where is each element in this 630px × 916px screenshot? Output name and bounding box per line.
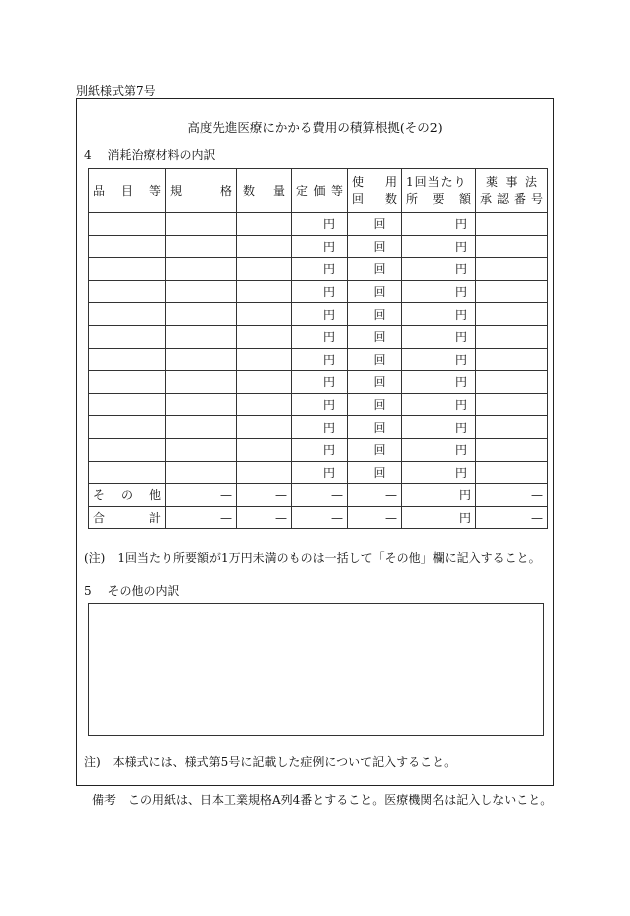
item-cell[interactable]	[89, 461, 166, 484]
table-row	[89, 258, 548, 281]
spec-cell[interactable]	[166, 371, 237, 394]
usage-cell[interactable]: 回	[348, 213, 402, 236]
price-cell[interactable]: 円	[292, 371, 348, 394]
header-usage-count: 使 用 回 数	[348, 169, 402, 213]
spec-cell[interactable]	[166, 325, 237, 348]
header-list-price: 定 価 等	[292, 169, 348, 213]
table-row	[89, 461, 548, 484]
section-4-number: 4	[84, 148, 92, 162]
usage-cell[interactable]: 回	[348, 348, 402, 371]
consumables-table	[88, 168, 548, 529]
table-row	[89, 325, 548, 348]
spec-cell[interactable]	[166, 393, 237, 416]
item-cell[interactable]	[89, 258, 166, 281]
cost-cell[interactable]: 円	[402, 258, 476, 281]
quantity-cell[interactable]	[237, 416, 292, 439]
price-cell[interactable]: 円	[292, 393, 348, 416]
total-spec-dash: —	[166, 506, 237, 529]
other-quantity-dash: —	[237, 484, 292, 507]
spec-cell[interactable]	[166, 348, 237, 371]
price-cell[interactable]: 円	[292, 438, 348, 461]
spec-cell[interactable]	[166, 461, 237, 484]
approval-cell[interactable]	[476, 393, 548, 416]
usage-cell[interactable]: 回	[348, 258, 402, 281]
header-per-use-cost: 1回当たり 所 要 額	[402, 169, 476, 213]
approval-cell[interactable]	[476, 416, 548, 439]
price-cell[interactable]: 円	[292, 280, 348, 303]
item-cell[interactable]	[89, 280, 166, 303]
quantity-cell[interactable]	[237, 213, 292, 236]
other-usage-dash: —	[348, 484, 402, 507]
approval-cell[interactable]	[476, 303, 548, 326]
section-5-title: その他の内訳	[107, 584, 180, 598]
quantity-cell[interactable]	[237, 303, 292, 326]
other-breakdown-box[interactable]	[88, 603, 544, 736]
header-spec: 規 格	[166, 169, 237, 213]
spec-cell[interactable]	[166, 213, 237, 236]
cost-cell[interactable]: 円	[402, 371, 476, 394]
item-cell[interactable]	[89, 303, 166, 326]
table-row	[89, 235, 548, 258]
cost-cell[interactable]: 円	[402, 280, 476, 303]
item-cell[interactable]	[89, 348, 166, 371]
item-cell[interactable]	[89, 438, 166, 461]
header-approval-number: 薬 事 法 承 認 番 号	[476, 169, 548, 213]
total-quantity-dash: —	[237, 506, 292, 529]
cost-cell[interactable]: 円	[402, 348, 476, 371]
cost-cell[interactable]: 円	[402, 213, 476, 236]
spec-cell[interactable]	[166, 438, 237, 461]
cost-cell[interactable]: 円	[402, 235, 476, 258]
section-4-title: 消耗治療材料の内訳	[107, 148, 216, 162]
price-cell[interactable]: 円	[292, 416, 348, 439]
item-cell[interactable]	[89, 416, 166, 439]
approval-cell[interactable]	[476, 371, 548, 394]
section-4-heading	[84, 146, 215, 163]
quantity-cell[interactable]	[237, 461, 292, 484]
cost-cell[interactable]: 円	[402, 303, 476, 326]
cost-cell[interactable]: 円	[402, 416, 476, 439]
approval-cell[interactable]	[476, 280, 548, 303]
header-quantity: 数 量	[237, 169, 292, 213]
approval-cell[interactable]	[476, 461, 548, 484]
other-cost-unit: 円	[402, 484, 476, 507]
usage-cell[interactable]: 回	[348, 371, 402, 394]
cost-cell[interactable]: 円	[402, 325, 476, 348]
table-row	[89, 416, 548, 439]
total-usage-dash: —	[348, 506, 402, 529]
table-row	[89, 371, 548, 394]
item-cell[interactable]	[89, 325, 166, 348]
spec-cell[interactable]	[166, 280, 237, 303]
table-row	[89, 303, 548, 326]
spec-cell[interactable]	[166, 416, 237, 439]
spec-cell[interactable]	[166, 303, 237, 326]
table-row	[89, 348, 548, 371]
total-cost-unit: 円	[402, 506, 476, 529]
usage-cell[interactable]: 回	[348, 438, 402, 461]
quantity-cell[interactable]	[237, 235, 292, 258]
usage-cell[interactable]: 回	[348, 235, 402, 258]
usage-cell[interactable]: 回	[348, 416, 402, 439]
approval-cell[interactable]	[476, 213, 548, 236]
price-cell[interactable]: 円	[292, 213, 348, 236]
price-cell[interactable]: 円	[292, 303, 348, 326]
price-cell[interactable]: 円	[292, 461, 348, 484]
usage-cell[interactable]: 回	[348, 393, 402, 416]
price-cell[interactable]: 円	[292, 348, 348, 371]
price-cell[interactable]: 円	[292, 325, 348, 348]
form-number-label: 別紙様式第7号	[76, 84, 156, 98]
cost-cell[interactable]: 円	[402, 393, 476, 416]
section-5-heading	[84, 582, 179, 599]
cost-cell[interactable]: 円	[402, 438, 476, 461]
usage-cell[interactable]: 回	[348, 325, 402, 348]
header-item: 品 目 等	[89, 169, 166, 213]
spec-cell[interactable]	[166, 258, 237, 281]
table-row	[89, 393, 548, 416]
total-row	[89, 506, 548, 529]
price-cell[interactable]: 円	[292, 235, 348, 258]
table-row	[89, 213, 548, 236]
page-title: 高度先進医療にかかる費用の積算根拠(その2)	[187, 120, 443, 135]
total-approval-dash: —	[476, 506, 548, 529]
approval-cell[interactable]	[476, 235, 548, 258]
approval-cell[interactable]	[476, 325, 548, 348]
total-price-dash: —	[292, 506, 348, 529]
section-5-number: 5	[84, 584, 92, 598]
item-cell[interactable]	[89, 393, 166, 416]
quantity-cell[interactable]	[237, 393, 292, 416]
item-cell[interactable]	[89, 371, 166, 394]
table-row	[89, 280, 548, 303]
other-label: そ の 他	[89, 484, 166, 507]
table-row	[89, 438, 548, 461]
other-spec-dash: —	[166, 484, 237, 507]
approval-cell[interactable]	[476, 258, 548, 281]
item-cell[interactable]	[89, 235, 166, 258]
spec-cell[interactable]	[166, 235, 237, 258]
note-1: (注) 1回当たり所要額が1万円未満のものは一括して「その他」欄に記入すること。	[84, 551, 541, 565]
quantity-cell[interactable]	[237, 258, 292, 281]
usage-cell[interactable]: 回	[348, 280, 402, 303]
usage-cell[interactable]: 回	[348, 303, 402, 326]
other-row	[89, 484, 548, 507]
quantity-cell[interactable]	[237, 438, 292, 461]
other-approval-dash: —	[476, 484, 548, 507]
price-cell[interactable]: 円	[292, 258, 348, 281]
quantity-cell[interactable]	[237, 325, 292, 348]
quantity-cell[interactable]	[237, 371, 292, 394]
other-price-dash: —	[292, 484, 348, 507]
approval-cell[interactable]	[476, 348, 548, 371]
remarks: 備考 この用紙は、日本工業規格A列4番とすること。医療機関名は記入しないこと。	[92, 793, 553, 807]
total-label: 合 計	[89, 506, 166, 529]
quantity-cell[interactable]	[237, 280, 292, 303]
usage-cell[interactable]: 回	[348, 461, 402, 484]
table-header-row	[89, 169, 548, 213]
quantity-cell[interactable]	[237, 348, 292, 371]
item-cell[interactable]	[89, 213, 166, 236]
cost-cell[interactable]: 円	[402, 461, 476, 484]
note-2: 注) 本様式には、様式第5号に記載した症例について記入すること。	[84, 755, 457, 769]
approval-cell[interactable]	[476, 438, 548, 461]
